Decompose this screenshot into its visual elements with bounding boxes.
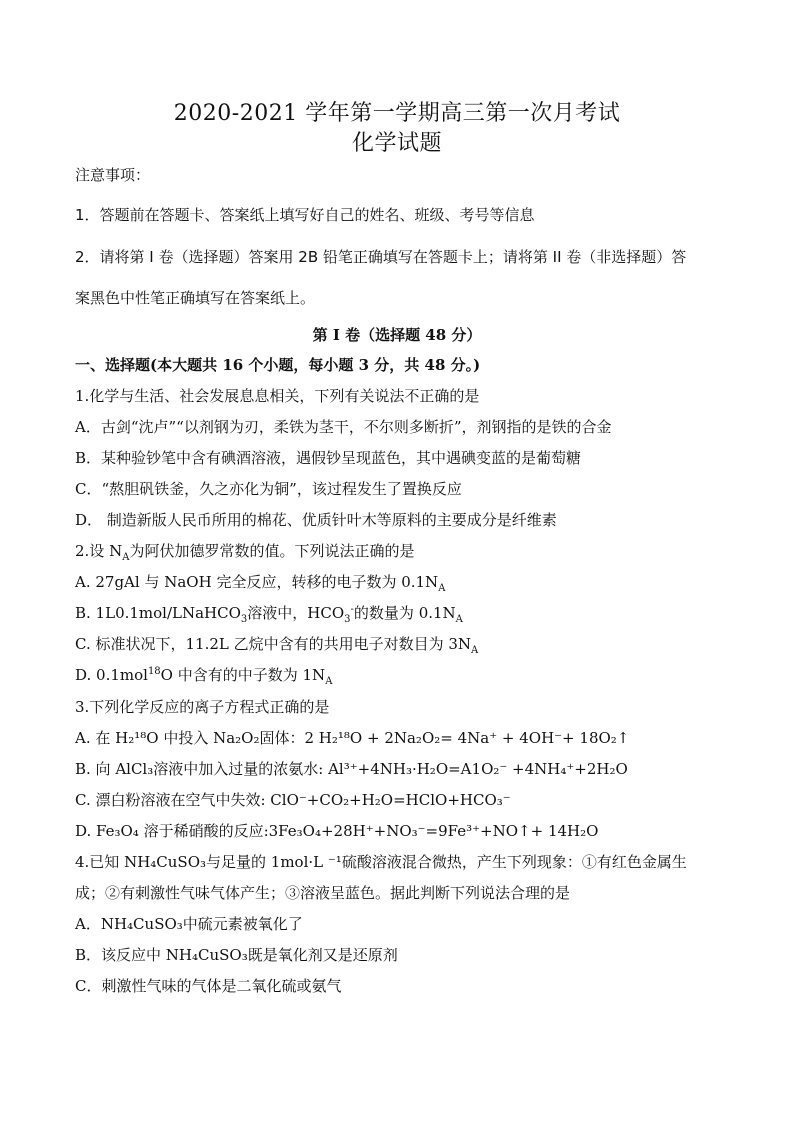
exam-subtitle: 化学试题 — [351, 131, 442, 156]
notice-heading: 注意事项： — [75, 166, 151, 184]
q2-d-pre: D. 0.1mol — [75, 666, 148, 684]
q2-d-sup: 18 — [147, 666, 161, 677]
question-1-option-c: C．“熬胆矾铁釜，久之亦化为铜”，该过程发生了置换反应 — [75, 480, 462, 498]
q2-c-text: C. 标准状况下，11.2L 乙烷中含有的共用电子对数目为 3N — [75, 635, 472, 653]
question-2-option-b — [75, 603, 725, 623]
q2-b-sub3: A — [455, 614, 463, 625]
q2-b-post: 的数量为 0.1N — [353, 604, 456, 622]
q2-b-sub2: 3 — [344, 614, 351, 625]
question-3-option-b: B. 向 AlCl₃溶液中加入过量的浓氨水: Al³⁺+4NH₃·H₂O=A1O₂⁻ +4NH₄⁺+2H₂O — [75, 760, 628, 778]
question-1-stem: 1.化学与生活、社会发展息息相关，下列有关说法不正确的是 — [75, 387, 480, 405]
question-3-option-a: A. 在 H₂¹⁸O 中投入 Na₂O₂固体：2 H₂¹⁸O + 2Na₂O₂= 4Na⁺ + 4OH⁻+ 18O₂↑ — [75, 729, 630, 747]
question-1-option-a: A．古剑“沈卢”“以剂钢为刃，柔铁为茎干，不尔则多断折”，剂钢指的是铁的合金 — [75, 418, 612, 436]
question-3-option-d: D. Fe₃O₄ 溶于稀硝酸的反应:3Fe₃O₄+28H⁺+NO₃⁻=9Fe³⁺+NO↑+ 14H₂O — [75, 822, 599, 840]
question-2-stem — [75, 541, 725, 561]
exam-title: 2020-2021 学年第一学期高三第一次月考试 — [173, 101, 621, 126]
q2-b-mid: 溶液中，HCO — [247, 604, 345, 622]
question-2-option-a — [75, 572, 725, 592]
q2-d-mid: O 中含有的中子数为 1N — [160, 666, 326, 684]
section-instruction: 一、选择题(本大题共 16 个小题，每小题 3 分，共 48 分。) — [75, 356, 481, 374]
q2-stem-sub: A — [122, 552, 130, 563]
notice-item-1: 1．答题前在答题卡、答案纸上填写好自己的姓名、班级、考号等信息 — [75, 206, 535, 224]
question-3-stem: 3.下列化学反应的离子方程式正确的是 — [75, 698, 330, 716]
question-4-option-c: C．刺激性气味的气体是二氧化硫或氨气 — [75, 977, 342, 995]
question-1-option-d: D． 制造新版人民币所用的棉花、优质针叶木等原料的主要成分是纤维素 — [75, 511, 557, 529]
section-title: 第 I 卷（选择题 48 分） — [312, 326, 482, 344]
question-4-option-b: B．该反应中 NH₄CuSO₃既是氧化剂又是还原剂 — [75, 946, 398, 964]
q2-a-sub: A — [438, 583, 446, 594]
q2-c-sub: A — [471, 645, 479, 656]
q2-stem-pre: 2.设 N — [75, 542, 123, 560]
q2-a-text: A. 27gAl 与 NaOH 完全反应，转移的电子数为 0.1N — [75, 573, 439, 591]
notice-item-2a: 2．请将第 I 卷（选择题）答案用 2B 铅笔正确填写在答题卡上；请将第 II 卷（非选择题）答 — [75, 248, 687, 266]
notice-item-2b: 案黑色中性笔正确填写在答案纸上。 — [75, 289, 316, 307]
q2-d-sub: A — [325, 676, 333, 687]
question-4-option-a: A．NH₄CuSO₃中硫元素被氧化了 — [75, 915, 303, 933]
q2-b-sup: - — [350, 604, 354, 615]
question-4-stem-line-2: 成；②有刺激性气味气体产生；③溶液呈蓝色。据此判断下列说法合理的是 — [75, 884, 571, 902]
q2-b-pre: B. 1L0.1mol/LNaHCO — [75, 604, 241, 622]
question-2-option-d — [75, 665, 725, 685]
question-1-option-b: B．某种验钞笔中含有碘酒溶液，遇假钞呈现蓝色，其中遇碘变蓝的是葡萄糖 — [75, 449, 582, 467]
q2-b-sub1: 3 — [240, 614, 248, 625]
question-4-stem-line-1: 4.已知 NH₄CuSO₃与足量的 1mol·L ⁻¹硫酸溶液混合微热，产生下列现象：①有红色金属生 — [75, 853, 687, 871]
q2-stem-post: 为阿伏加德罗常数的值。下列说法正确的是 — [129, 542, 415, 560]
question-2-option-c — [75, 634, 725, 654]
question-3-option-c: C. 漂白粉溶液在空气中失效: ClO⁻+CO₂+H₂O=HClO+HCO₃⁻ — [75, 791, 511, 809]
